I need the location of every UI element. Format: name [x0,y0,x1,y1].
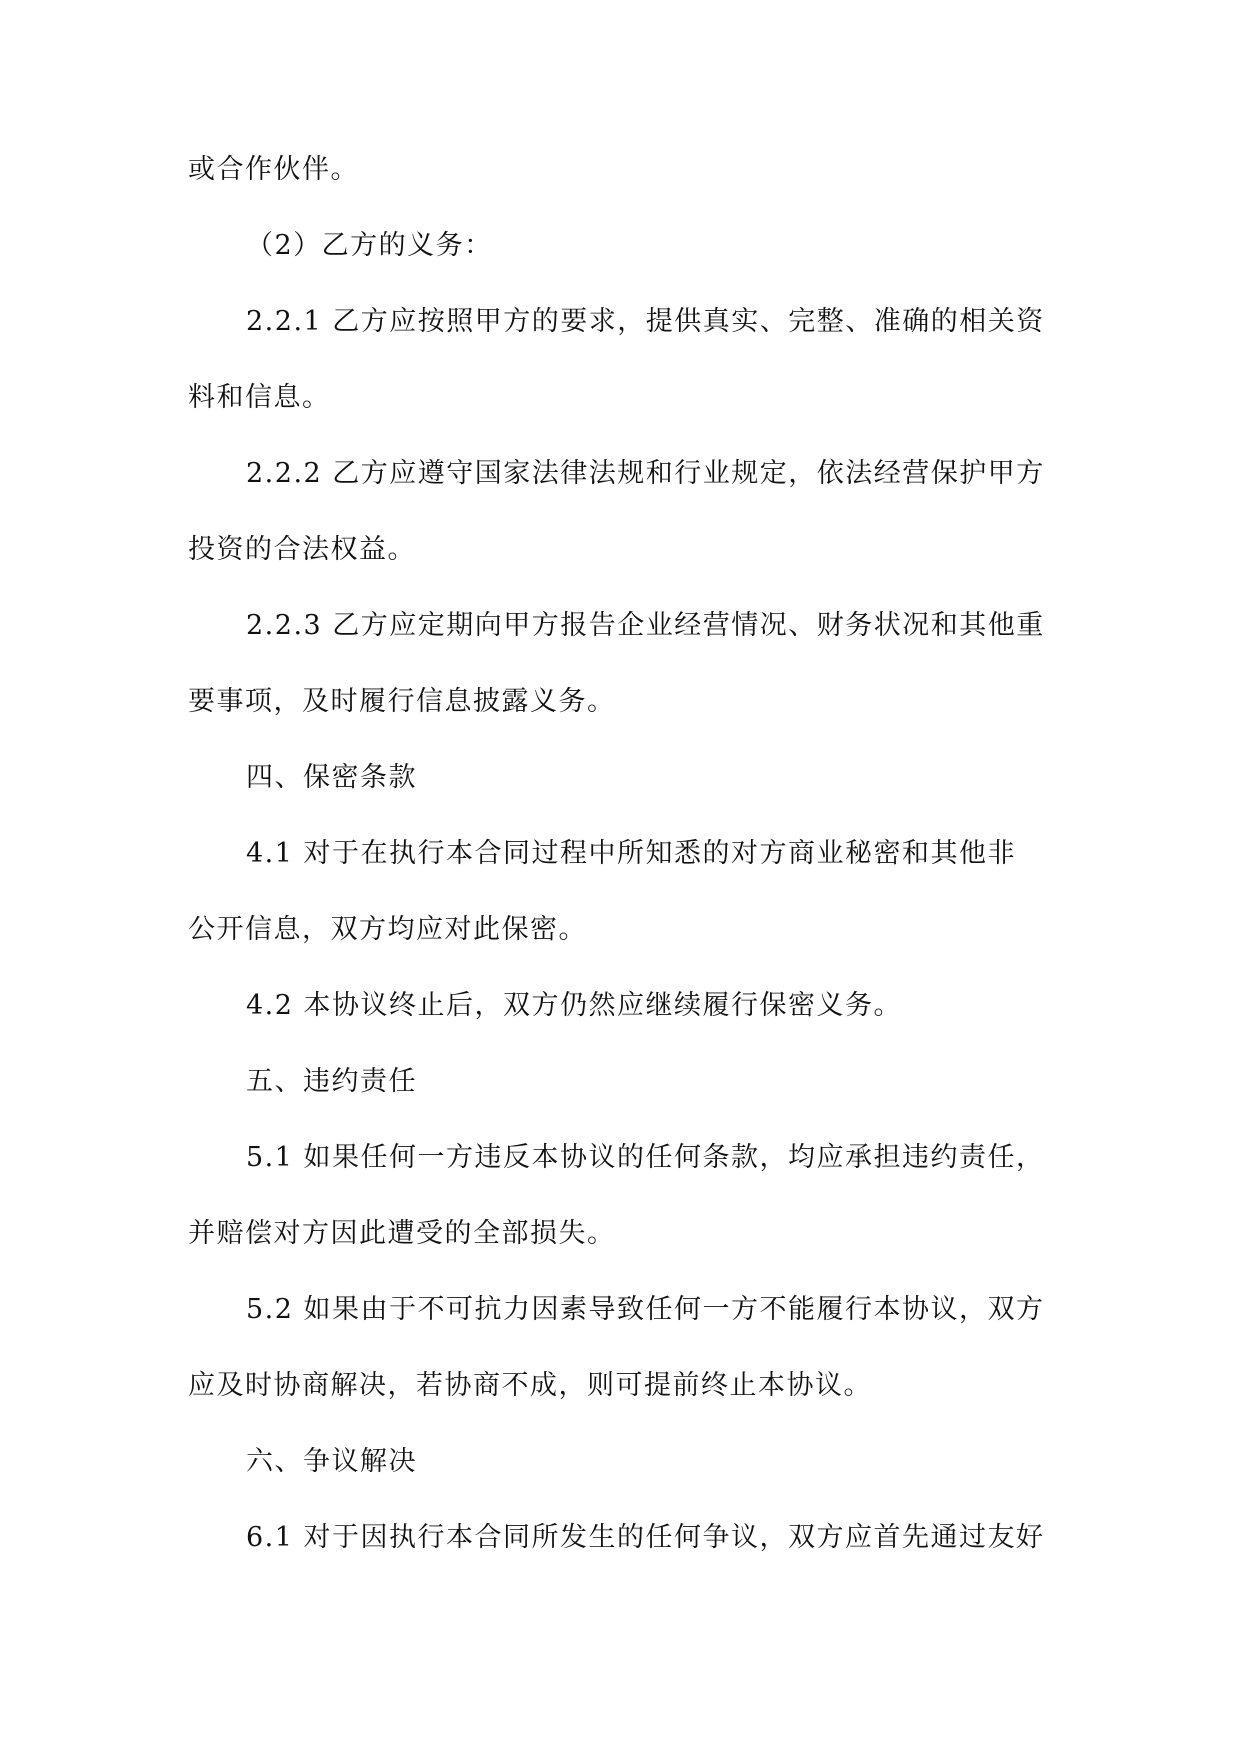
text-line: 料和信息。 [188,382,331,413]
text-line: 投资的合法权益。 [188,534,416,565]
text-line: 应及时协商解决，若协商不成，则可提前终止本协议。 [188,1370,872,1401]
text-line: 6.1 对于因执行本合同所发生的任何争议，双方应首先通过友好 [246,1522,1045,1553]
section-heading: （2）乙方的义务： [246,230,493,261]
text-line: 2.2.3 乙方应定期向甲方报告企业经营情况、财务状况和其他重 [246,610,1045,641]
section-heading: 四、保密条款 [246,762,417,793]
text-line: 要事项，及时履行信息披露义务。 [188,686,616,717]
text-line: 5.2 如果由于不可抗力因素导致任何一方不能履行本协议，双方 [246,1294,1045,1325]
text-line: 5.1 如果任何一方违反本协议的任何条款，均应承担违约责任， [246,1142,1045,1173]
text-line: 公开信息，双方均应对此保密。 [188,914,587,945]
text-line: 2.2.2 乙方应遵守国家法律法规和行业规定，依法经营保护甲方 [246,458,1045,489]
text-line: 并赔偿对方因此遭受的全部损失。 [188,1218,616,1249]
text-line: 或合作伙伴。 [188,154,359,185]
text-line: 2.2.1 乙方应按照甲方的要求，提供真实、完整、准确的相关资 [246,306,1045,337]
section-heading: 六、争议解决 [246,1446,417,1477]
text-line: 4.2 本协议终止后，双方仍然应继续履行保密义务。 [246,990,903,1021]
text-line: 4.1 对于在执行本合同过程中所知悉的对方商业秘密和其他非 [246,838,1017,869]
section-heading: 五、违约责任 [246,1066,417,1097]
